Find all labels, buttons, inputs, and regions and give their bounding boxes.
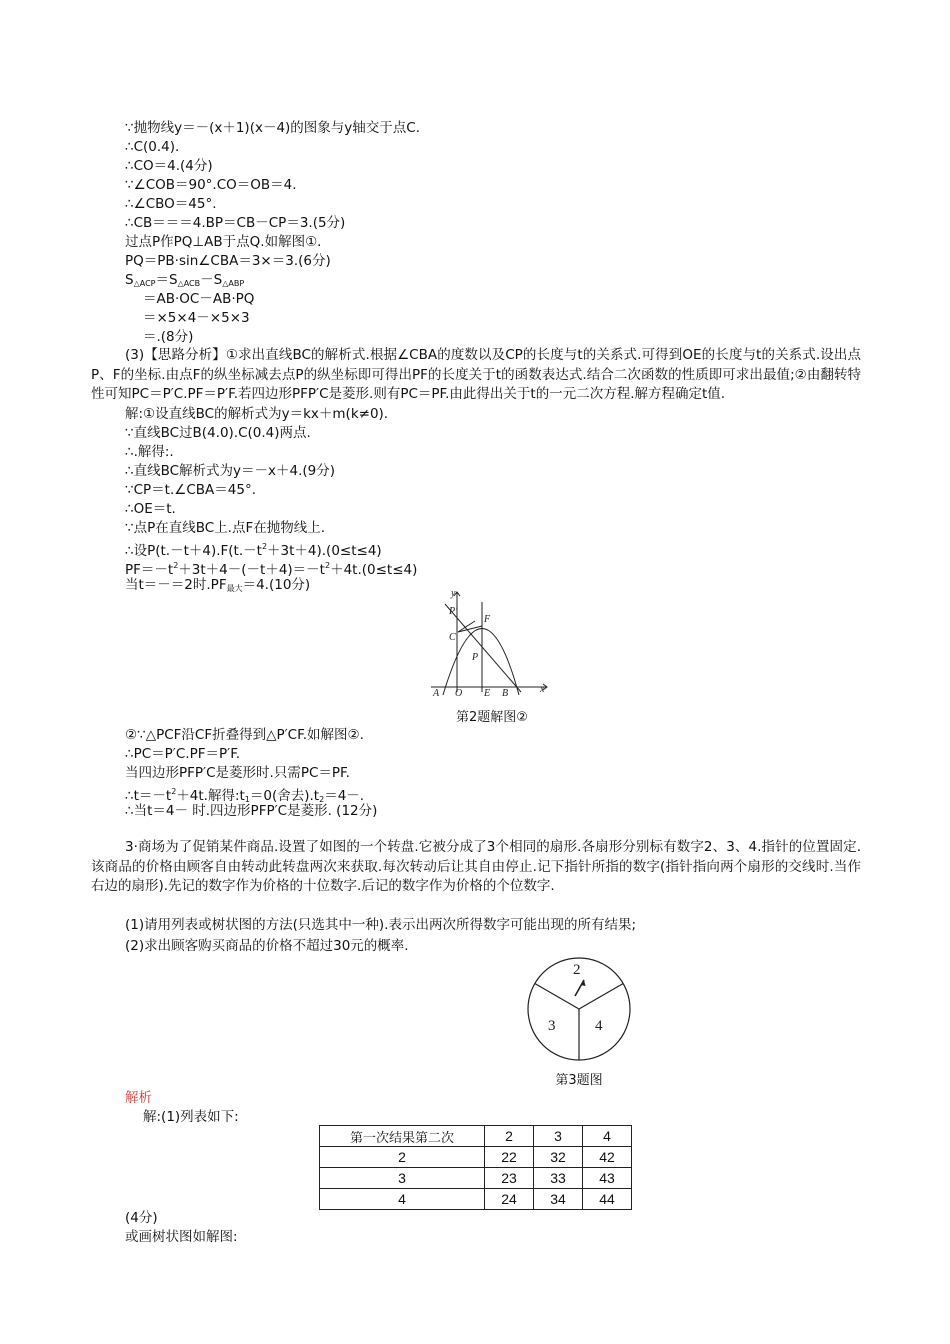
spinner-figure xyxy=(524,954,634,1064)
table-cell: 34 xyxy=(534,1189,583,1210)
answer-intro: 解:(1)列表如下: xyxy=(143,1109,239,1125)
text-line: 解:①设直线BC的解析式为y＝kx＋m(k≠0). xyxy=(125,406,389,422)
question-3-stem: 3·商场为了促销某件商品.设置了如图的一个转盘.它被分成了3个相同的扇形.各扇形分别标有数字2、3、4.指针的位置固定.该商品的价格由顾客自由转动此转盘两次来获取.每次转动后让其自由停止.记下指针所指的数字(指针指向两个扇形的交线时.当作右边的扇形).先记的数字作为价格的十位数字.后记的数字作为价格的个位数字. xyxy=(91,839,861,894)
text-line: PQ＝PB·sin∠CBA＝3×＝3.(6分) xyxy=(125,253,331,269)
spinner-label-2: 2 xyxy=(573,962,581,978)
table-cell: 2 xyxy=(320,1147,485,1168)
label-p: P xyxy=(472,652,479,663)
text-line: ∵∠COB＝90°.CO＝OB＝4. xyxy=(125,177,297,193)
max-line xyxy=(125,576,310,598)
set-p-b: ＋3t＋4).(0≤t≤4) xyxy=(267,543,382,559)
text-line: ∴C(0.4). xyxy=(125,139,180,155)
pf-b: ＋3t＋4－(－t＋4)＝－t xyxy=(178,562,325,578)
table-header-cell: 4 xyxy=(583,1126,632,1147)
label-e: E xyxy=(484,688,491,698)
text-line: ∴PC＝P′C.PF＝P′F. xyxy=(125,746,241,762)
table-cell: 33 xyxy=(534,1168,583,1189)
table-row xyxy=(320,1189,632,1210)
table-header-row xyxy=(320,1126,632,1147)
answer-label: 解析 xyxy=(125,1090,152,1106)
text-line: ∵点P在直线BC上.点F在抛物线上. xyxy=(125,520,326,536)
text-line: ∵直线BC过B(4.0).C(0.4)两点. xyxy=(125,425,311,441)
label-a: A xyxy=(433,688,440,698)
area-sub-abp: △ABP xyxy=(222,279,245,288)
figure-2-caption: 第2题解图② xyxy=(456,710,528,725)
pf-sup2: 2 xyxy=(324,561,331,570)
max-b: ＝4.(10分) xyxy=(242,577,311,593)
solve-sub1: 1 xyxy=(244,795,250,804)
text-line: ∴CO＝4.(4分) xyxy=(125,158,213,174)
results-table xyxy=(319,1125,632,1210)
text-line: ∴直线BC解析式为y＝－x＋4.(9分) xyxy=(125,463,336,479)
table-cell: 43 xyxy=(583,1168,632,1189)
area-minus: －S xyxy=(200,272,223,288)
table-cell: 32 xyxy=(534,1147,583,1168)
label-b: B xyxy=(502,688,509,698)
text-line: ∴.解得:. xyxy=(125,444,174,460)
table-cell: 23 xyxy=(485,1168,534,1189)
max-a: 当t＝－＝2时.PF xyxy=(125,577,227,593)
pf-sup1: 2 xyxy=(173,561,179,570)
text-line: ＝×5×4－×5×3 xyxy=(143,310,250,326)
area-sub-acp: △ACP xyxy=(133,279,156,288)
label-x: x xyxy=(540,684,545,695)
tree-line: 或画树状图如解图: xyxy=(125,1229,238,1245)
label-p-prime: P′ xyxy=(449,606,458,617)
parabola-figure xyxy=(425,588,555,698)
table-row xyxy=(320,1168,632,1189)
solve-a: ∴t＝－t xyxy=(125,788,172,804)
table-cell: 42 xyxy=(583,1147,632,1168)
text-line: ∵抛物线y＝－(x＋1)(x－4)的图象与y轴交于点C. xyxy=(125,120,421,136)
area-sub-acb: △ACB xyxy=(177,279,201,288)
analysis-paragraph: (3)【思路分析】①求出直线BC的解析式.根据∠CBA的度数以及CP的长度与t的关系式.可得到OE的长度与t的关系式.设出点P、F的坐标.由点F的纵坐标减去点P的纵坐标即可得出PF的长度关于t的函数表达式.结合二次函数的性质即可求出最值;②由翻转特性可知PC＝P′C.PF＝P′F.若四边形PFP′C是菱形.则有PC＝PF.由此得出关于t的一元二次方程.解方程确定t值. xyxy=(91,347,861,402)
text-line: ②∵△PCF沿CF折叠得到△P′CF.如解图②. xyxy=(125,727,364,743)
text-line: 过点P作PQ⊥AB于点Q.如解图①. xyxy=(125,234,322,250)
area-eq: ＝S xyxy=(155,272,178,288)
pf-a: PF＝－t xyxy=(125,562,174,578)
table-header-cell: 第一次结果第二次 xyxy=(320,1126,485,1147)
table-cell: 3 xyxy=(320,1168,485,1189)
spinner-label-3: 3 xyxy=(548,1018,556,1034)
score-line: (4分) xyxy=(125,1210,158,1226)
text-line: ∴∠CBO＝45°. xyxy=(125,196,217,212)
text-line: ∴OE＝t. xyxy=(125,501,176,517)
text-line: ＝.(8分) xyxy=(143,329,194,345)
question-3-part2: (2)求出顾客购买商品的价格不超过30元的概率. xyxy=(125,938,409,954)
table-cell: 44 xyxy=(583,1189,632,1210)
table-cell: 22 xyxy=(485,1147,534,1168)
set-p-sup: 2 xyxy=(261,542,268,551)
table-row xyxy=(320,1147,632,1168)
set-p-a: ∴设P(t.－t＋4).F(t.－t xyxy=(125,543,262,559)
label-o: O xyxy=(455,688,463,698)
solve-b: ＋4t.解得:t xyxy=(176,788,245,804)
max-sub: 最大 xyxy=(226,584,243,593)
text-line: ∴当t＝4－ 时.四边形PFP′C是菱形. (12分) xyxy=(125,803,378,819)
question-3-part1: (1)请用列表或树状图的方法(只选其中一种).表示出两次所得数字可能出现的所有结果; xyxy=(125,917,636,933)
label-f: F xyxy=(484,614,491,625)
table-header-cell: 2 xyxy=(485,1126,534,1147)
solve-sub2: 2 xyxy=(319,795,325,804)
label-y: y xyxy=(451,588,456,599)
table-cell: 4 xyxy=(320,1189,485,1210)
area-s: S xyxy=(125,272,134,288)
text-line: ∵CP＝t.∠CBA＝45°. xyxy=(125,482,256,498)
table-header-cell: 3 xyxy=(534,1126,583,1147)
figure-3-caption: 第3题图 xyxy=(555,1073,603,1088)
solve-sup: 2 xyxy=(171,787,177,796)
pf-c: ＋4t.(0≤t≤4) xyxy=(330,562,418,578)
solve-d: ＝4－. xyxy=(324,788,365,804)
text-line: 当四边形PFP′C是菱形时.只需PC＝PF. xyxy=(125,765,350,781)
label-c: C xyxy=(449,632,456,643)
spinner-label-4: 4 xyxy=(595,1018,603,1034)
solve-c: ＝0(舍去).t xyxy=(249,788,320,804)
table-cell: 24 xyxy=(485,1189,534,1210)
text-line: ∴CB＝＝＝4.BP＝CB－CP＝3.(5分) xyxy=(125,215,346,231)
text-line: ＝AB·OC－AB·PQ xyxy=(143,291,255,307)
